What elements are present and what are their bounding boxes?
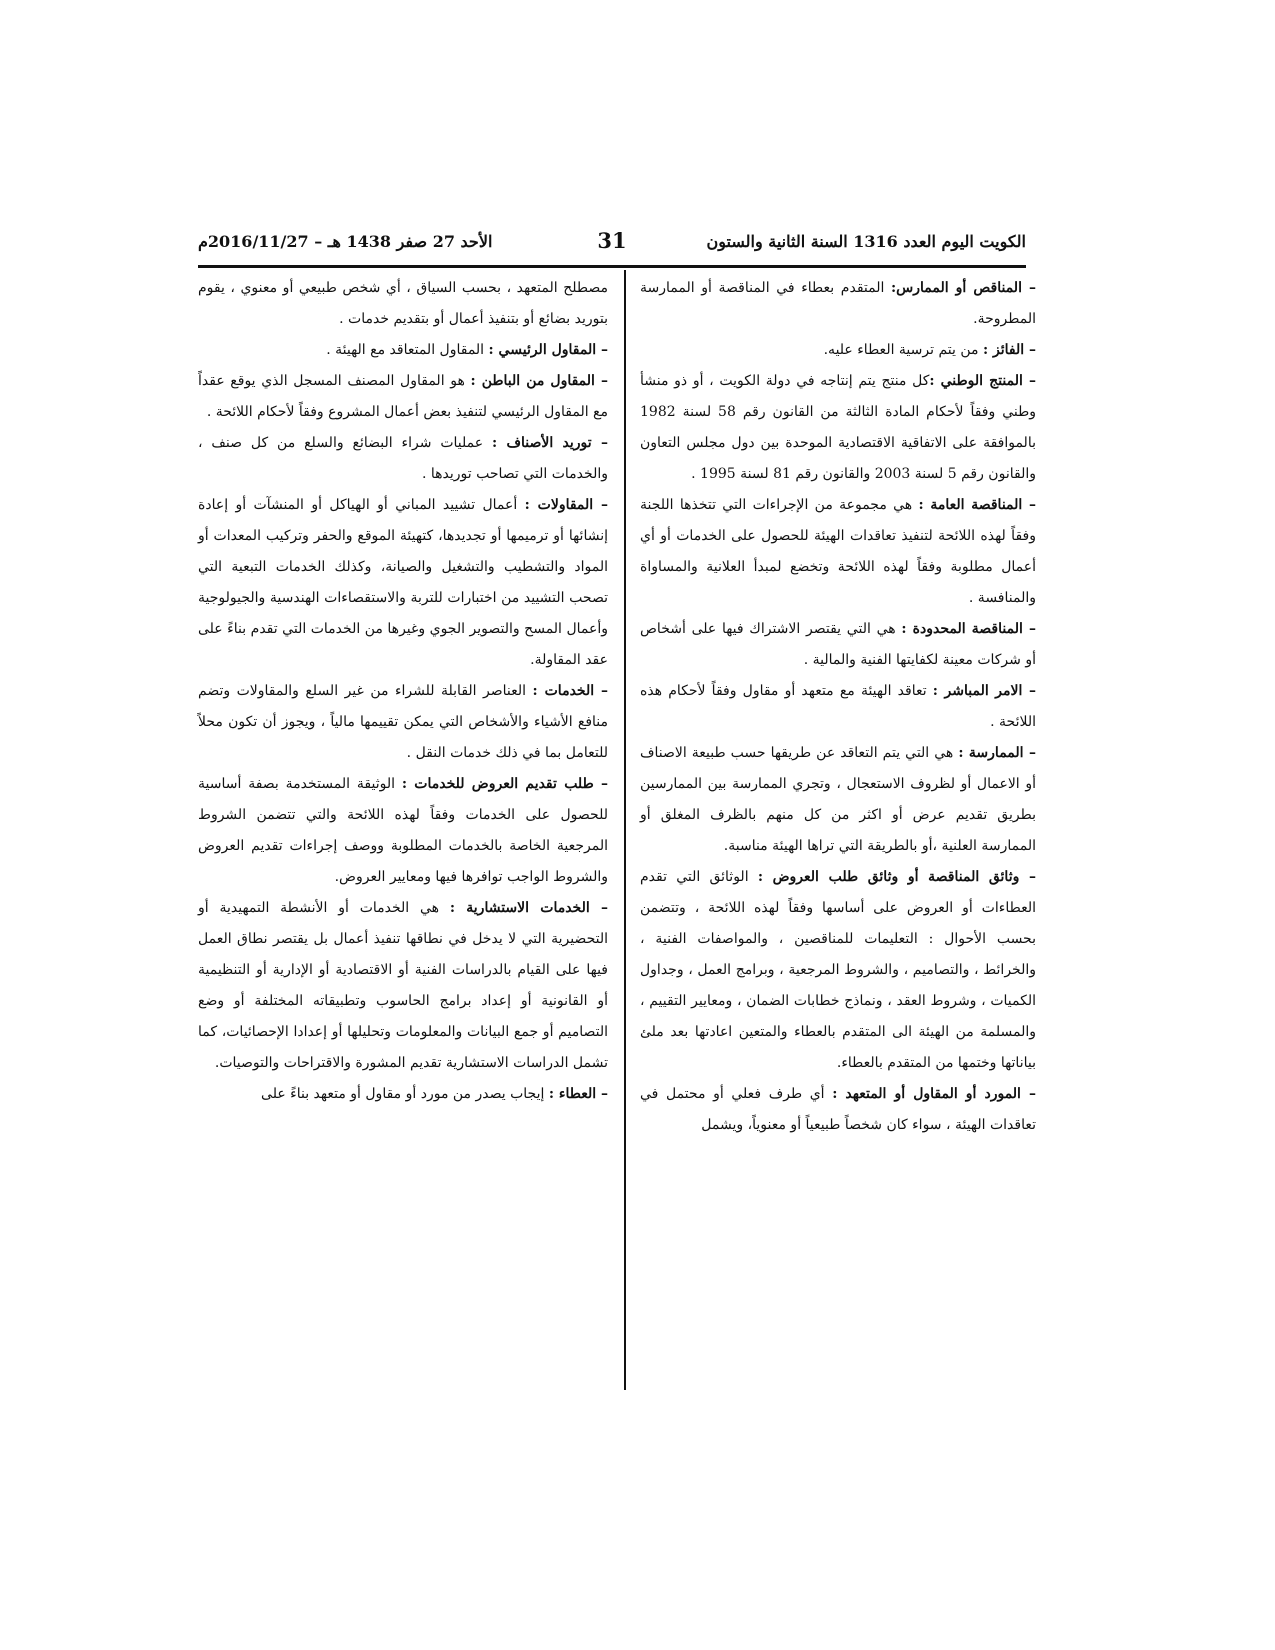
- definition-paragraph: [198, 1079, 608, 1110]
- definition-paragraph: [198, 769, 608, 893]
- definition-term: – المنتج الوطني :: [929, 373, 1036, 389]
- definition-text: العناصر القابلة للشراء من غير السلع والمقاولات وتضم منافع الأشياء والأشخاص التي يمكن تقييمها مالياً ، ويجوز أن تكون محلاً للتعامل بما في ذلك خدمات النقل .: [198, 683, 608, 761]
- definition-paragraph: [198, 490, 608, 676]
- definition-text: المقاول المتعاقد مع الهيئة .: [326, 342, 489, 358]
- definition-term: – الامر المباشر :: [932, 683, 1036, 699]
- definition-term: – العطاء :: [548, 1086, 608, 1102]
- definition-term: – المناقصة العامة :: [918, 497, 1036, 513]
- definition-term: – الممارسة :: [958, 745, 1036, 761]
- definition-text: هي التي يقتصر الاشتراك فيها على أشخاص أو شركات معينة لكفايتها الفنية والمالية .: [640, 621, 1036, 668]
- definition-term: – طلب تقديم العروض للخدمات :: [401, 776, 608, 792]
- header-publication-info: الكويت اليوم العدد 1316 السنة الثانية والستون: [706, 232, 1026, 251]
- definition-paragraph: [198, 335, 608, 366]
- definition-text: أي طرف فعلي أو محتمل في تعاقدات الهيئة ، سواء كان شخصاً طبيعياً أو معنوياً، ويشمل: [640, 1086, 1036, 1133]
- definition-term: – المناقصة المحدودة :: [901, 621, 1036, 637]
- definition-paragraph: [198, 273, 608, 335]
- definition-text: إيجاب يصدر من مورد أو مقاول أو متعهد بناءً على: [261, 1086, 549, 1102]
- header-date: الأحد 27 صفر 1438 هـ – 2016/11/27م: [198, 232, 493, 251]
- definition-term: – المقاول من الباطن :: [470, 373, 608, 389]
- page-header: [198, 228, 1026, 262]
- definition-term: – الخدمات الاستشارية :: [449, 900, 608, 916]
- definition-text: هي الخدمات أو الأنشطة التمهيدية أو التحضيرية التي لا يدخل في نطاقها تنفيذ أعمال بل يقتصر نطاق العمل فيها على القيام بالدراسات الفنية أو الاقتصادية أو الإدارية أو التنظيمية أو القانونية أو إعداد برامج الحاسوب وتطبيقاته المختلفة أو وضع التصاميم أو جمع البيانات والمعلومات وتحليلها أو إعدادا الإحصائيات، كما تشمل الدراسات الاستشارية تقديم المشورة والاقتراحات والتوصيات.: [198, 900, 608, 1071]
- definition-paragraph: [640, 676, 1036, 738]
- definition-text: أعمال تشييد المباني أو الهياكل أو المنشآت أو إعادة إنشائها أو ترميمها أو تجديدها، كتهيئة الموقع والحفر وتركيب المعدات أو المواد والتشطيب والتشغيل والصيانة، وكذلك الخدمات التبعية التي تصحب التشييد من اختبارات للتربة والاستقصاءات الهندسية والجيولوجية وأعمال المسح والتصوير الجوي وغيرها من الخدمات التي تقدم بناءً على عقد المقاولة.: [198, 497, 608, 668]
- definition-term: – المورد أو المقاول أو المتعهد :: [832, 1086, 1036, 1102]
- definition-paragraph: [640, 366, 1036, 490]
- definition-text: عمليات شراء البضائع والسلع من كل صنف ، والخدمات التي تصاحب توريدها .: [198, 435, 608, 482]
- definition-paragraph: [640, 335, 1036, 366]
- definition-text: هي التي يتم التعاقد عن طريقها حسب طبيعة الاصناف أو الاعمال أو لظروف الاستعجال ، وتجري الممارسة بين الممارسين بطريق تقديم عرض أو اكثر من كل منهم بالظرف المغلق أو الممارسة العلنية ،أو بالطريقة التي تراها الهيئة مناسبة.: [640, 745, 1036, 854]
- definition-term: – وثائق المناقصة أو وثائق طلب العروض :: [757, 869, 1036, 885]
- definition-term: – المقاول الرئيسي :: [488, 342, 608, 358]
- definition-term: – الفائز :: [982, 342, 1036, 358]
- definition-paragraph: [640, 273, 1036, 335]
- definition-paragraph: [640, 738, 1036, 862]
- definition-text: هو المقاول المصنف المسجل الذي يوقع عقداً مع المقاول الرئيسي لتنفيذ بعض أعمال المشروع وفقاً لأحكام اللائحة .: [198, 373, 608, 420]
- definition-term: – الخدمات :: [532, 683, 609, 699]
- definition-paragraph: [198, 676, 608, 769]
- definition-text: من يتم ترسية العطاء عليه.: [823, 342, 983, 358]
- definition-text: المتقدم بعطاء في المناقصة أو الممارسة المطروحة.: [640, 280, 1036, 327]
- definition-text: كل منتج يتم إنتاجه في دولة الكويت ، أو ذو منشأ وطني وفقاً لأحكام المادة الثالثة من القانون رقم 58 لسنة 1982 بالموافقة على الاتفاقية الاقتصادية الموحدة بين دول مجلس التعاون والقانون رقم 5 لسنة 2003 والقانون رقم 81 لسنة 1995 .: [640, 373, 1036, 482]
- definition-term: – المناقص أو الممارس:: [891, 280, 1037, 296]
- definition-paragraph: [640, 614, 1036, 676]
- definition-text: هي مجموعة من الإجراءات التي تتخذها اللجنة وفقاً لهذه اللائحة لتنفيذ تعاقدات الهيئة للحصول على الخدمات أو أي أعمال مطلوبة وفقاً لهذه اللائحة وتخضع لمبدأ العلانية والمساواة والمنافسة .: [640, 497, 1036, 606]
- column-divider: [624, 270, 626, 1390]
- definition-paragraph: [640, 490, 1036, 614]
- header-rule: [198, 265, 1026, 268]
- definition-term: – توريد الأصناف :: [491, 435, 608, 451]
- definition-paragraph: [198, 428, 608, 490]
- definition-text: الوثيقة المستخدمة بصفة أساسية للحصول على الخدمات وفقاً لهذه اللائحة والتي تتضمن الشروط المرجعية الخاصة بالخدمات المطلوبة ووصف إجراءات تقديم العروض والشروط الواجب توافرها فيها ومعايير العروض.: [198, 776, 608, 885]
- definition-paragraph: [640, 862, 1036, 1079]
- definition-text: تعاقد الهيئة مع متعهد أو مقاول وفقاً لأحكام هذه اللائحة .: [640, 683, 1036, 730]
- right-column: [640, 273, 1036, 1141]
- left-column: [198, 273, 608, 1110]
- definition-paragraph: [198, 366, 608, 428]
- definition-text: مصطلح المتعهد ، بحسب السياق ، أي شخص طبيعي أو معنوي ، يقوم بتوريد بضائع أو بتنفيذ أعمال أو بتقديم خدمات .: [198, 280, 608, 327]
- definition-term: – المقاولات :: [524, 497, 609, 513]
- page-number: 31: [597, 228, 627, 253]
- definition-paragraph: [640, 1079, 1036, 1141]
- definition-paragraph: [198, 893, 608, 1079]
- definition-text: الوثائق التي تقدم العطاءات أو العروض على أساسها وفقاً لهذه اللائحة ، وتتضمن بحسب الأحوال : التعليمات للمناقصين ، والمواصفات الفنية ، والخرائط ، والتصاميم ، والشروط المرجعية ، وبرامج العمل ، وجداول الكميات ، وشروط العقد ، ونماذج خطابات الضمان ، ومعايير التقييم ، والمسلمة من الهيئة الى المتقدم بالعطاء والمتعين اعادتها بعد ملئ بياناتها وختمها من المتقدم بالعطاء.: [640, 869, 1036, 1071]
